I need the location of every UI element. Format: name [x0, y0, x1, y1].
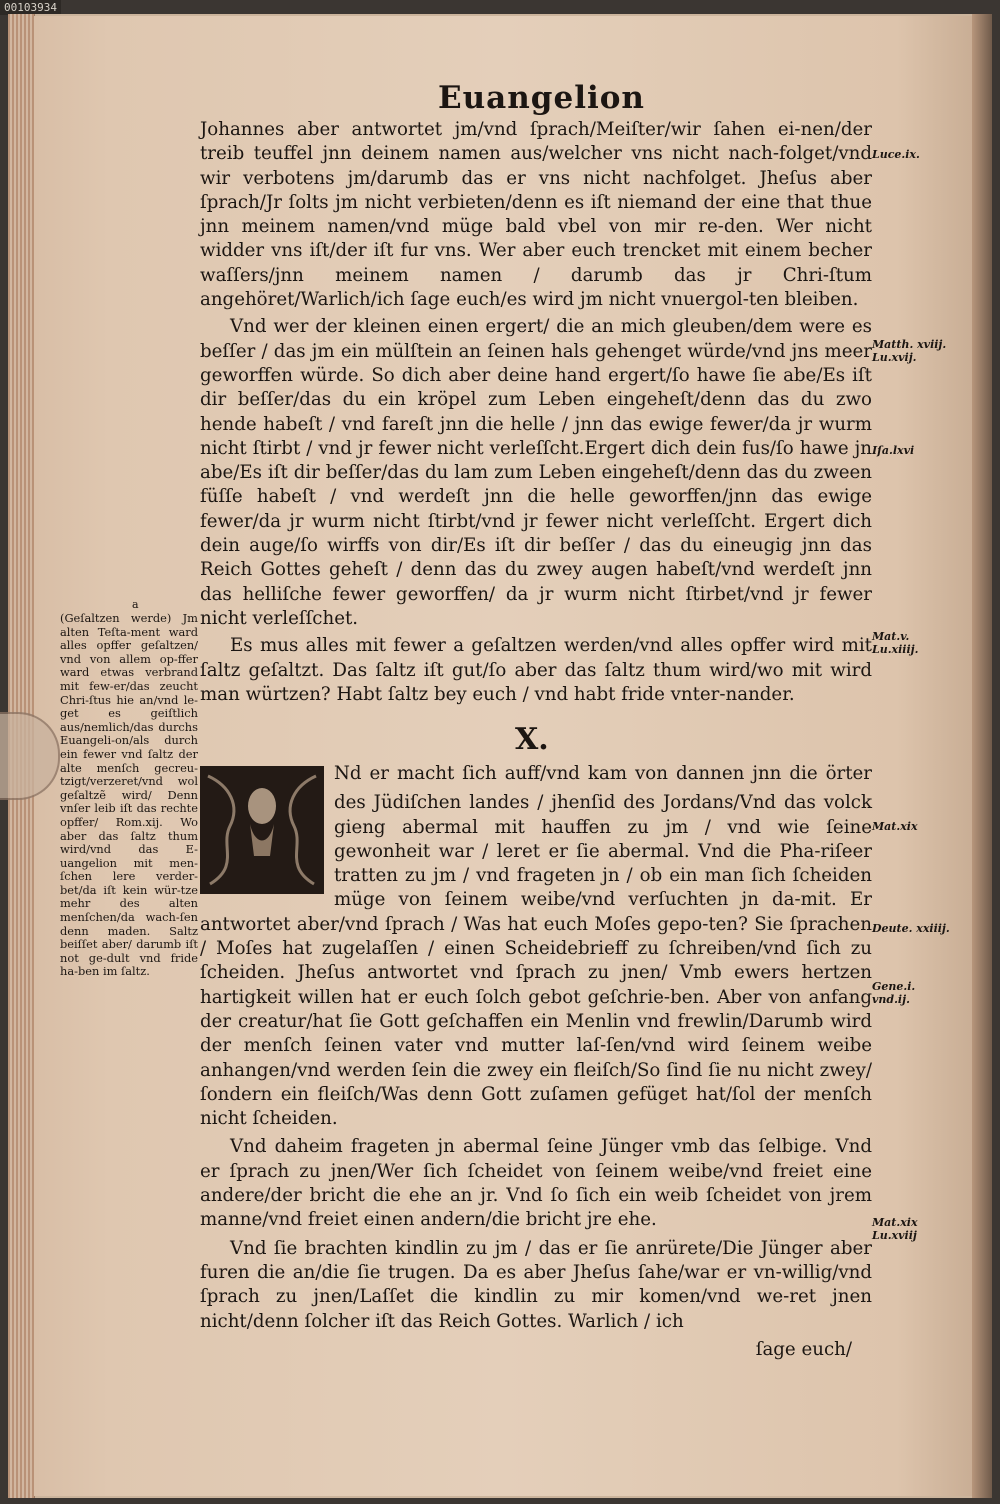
book-gutter	[972, 14, 992, 1498]
drop-cap-initial	[200, 766, 324, 894]
paragraph: Vnd ſie brachten kindlin zu jm / das er ſie anrürete/Die Jünger aber furen die an/die ſie trugen. Da es aber Jheſus ſahe/war er vn-willig/vnd ſprach zu jnen/Laſſet die kindlin zu mir komen/vnd we-ret jnen nicht/denn ſolcher iſt das Reich Gottes. Warlich / ich	[200, 1237, 872, 1332]
paragraph: Vnd daheim frageten jn abermal ſeine Jünger vmb das ſelbige. Vnd er ſprach zu jnen/Wer ſich ſcheidet von ſeinem weibe/vnd freiet eine andere/der bricht die ehe an jr. Vnd ſo ſich ein weib ſcheidet von jrem manne/vnd freiet einen andern/die bricht jre ehe.	[200, 1136, 872, 1231]
paragraph	[200, 762, 872, 1131]
chapter-heading: X.	[515, 722, 549, 757]
gloss-marker: a	[132, 598, 139, 611]
running-head: Euangelion	[438, 80, 645, 116]
paragraph: Es mus alles mit fewer a geſaltzen werden/vnd alles opffer wird mit ſaltz geſaltzt. Das ſaltz iſt gut/ſo aber das ſaltz thum wird/wo mit wird man würtzen? Habt ſaltz bey euch / vnd habt fride vnter-nander.	[200, 635, 872, 705]
side-reference: Mat.xix	[872, 820, 918, 833]
side-reference: Gene.i. vnd.ij.	[872, 980, 916, 1006]
paragraph: Vnd wer der kleinen einen ergert/ die an mich gleuben/dem were es beſſer / das jm ein mülſtein an ſeinen hals gehenget würde/vnd jns meer geworffen würde. So dich aber deine hand ergert/ſo hawe ſie abe/Es iſt dir beſſer/das du ein kröpel zum Leben eingeheſt/denn das du zwo hende habeſt / vnd fareſt jnn die helle / jnn das ewige fewer/da jr wurm nicht ſtirbt / vnd jr fewer nicht verleſſcht.Ergert dich dein fus/ſo hawe jn abe/Es iſt dir beſſer/das du lam zum Leben eingeheſt/denn das du zween füſſe habeſt / vnd werdeſt jnn die helle geworffen/jnn das ewige fewer/da jr wurm nicht ſtirbt/vnd jr fewer nicht verleſſcht. Ergert dich dein auge/ſo wirffs von dir/Es iſt dir beſſer / das du eineugig jnn das Reich Gottes geheſt / denn das du zwey augen habeſt/vnd werdeſt jnn das helliſche fewer geworffen/ da jr wurm nicht ſtirbet/vnd jr fewer nicht verleſſchet.	[200, 316, 872, 629]
side-reference: Mat.xix Lu.xviij	[872, 1216, 918, 1242]
paragraph: Johannes aber antwortet jm/vnd ſprach/Meiſter/wir ſahen ei-nen/der treib teuffel jnn deinem namen aus/welcher vns nicht nach-folget/vnd wir verbotens jm/darumb das er vns nicht nachfolget. Jheſus aber ſprach/Jr ſolts jm nicht verbieten/denn es iſt niemand der eine that thue jnn meinem namen/vnd müge bald vbel von mir re-den. Wer nicht widder vns iſt/der iſt fur vns. Wer aber euch trencket mit einem becher waſſers/jnn meinem namen / darumb das jr Chri-ſtum angehöret/Warlich/ich ſage euch/es wird jm nicht vnuergol-ten bleiben.	[200, 119, 872, 311]
side-reference: Luce.ix.	[872, 148, 920, 161]
scan-id-label: 00103934	[0, 0, 61, 15]
marginal-gloss: (Geſaltzen werde) Jm alten Teſta-ment ward alles opffer geſaltzen/ vnd von allem op-ffer ward etwas verbrand mit few-er/das zeucht Chri-ſtus hie an/vnd le-get es geiſtlich aus/nemlich/das durchs Euangeli-on/als durch ein fewer vnd ſaltz der alte menſch gecreu-tzigt/verzeret/vnd wol geſaltzẽ wird/ Denn vnſer leib iſt das rechte opffer/ Rom.xij. Wo aber das ſaltz thum wird/vnd das E-uangelion mit men-ſchen lere verder-bet/da iſt kein wür-tze mehr des alten menſchen/da wach-ſen denn maden. Saltz beiſſet aber/ darumb iſt not ge-dult vnd fride ha-ben im ſaltz.	[60, 611, 198, 979]
catchword: ſage euch/	[755, 1338, 852, 1360]
side-reference: Mat.v. Lu.xiiij.	[872, 630, 919, 656]
main-text-block	[200, 118, 872, 707]
side-reference: Matth. xviij. Lu.xvij.	[872, 338, 947, 364]
side-reference: Iſa.lxvi	[872, 444, 915, 457]
paragraph-text: Nd er macht ſich auff/vnd kam von dannen jnn die örter des Jüdiſchen landes / jhenſid des Jordans/Vnd das volck gieng abermal mit hauffen zu jm / vnd wie ſeine gewonheit war / leret er ſie abermal. Vnd die Pha-riſeer tratten zu jm / vnd frageten jn / ob ein man ſich ſcheiden müge von ſeinem weibe/vnd verſuchten jn da-mit. Er antwortet aber/vnd ſprach / Was hat euch Moſes gepo-ten? Sie ſprachen / Moſes hat zugelaſſen / einen Scheidebrieff zu ſchreiben/vnd ſich zu ſcheiden. Jheſus antwortet vnd ſprach zu jnen/ Vmb ewers hertzen hartigkeit willen hat er euch ſolch gebot geſchrie-ben. Aber von anfang der creatur/hat ſie Gott geſchaffen ein Menlin vnd frewlin/Darumb wird der menſch ſeinen vater vnd mutter laſ-ſen/vnd wird ſeinem weibe anhangen/vnd werden ſein die zwey ein fleiſch/So ſind ſie nu nicht zwey/ſondern ein fleiſch/Was denn Gott zuſamen gefüget hat/ſol der menſch nicht ſcheiden.	[200, 763, 872, 1130]
chapter-text-block	[200, 762, 872, 1362]
ornament-icon	[200, 766, 324, 894]
side-reference: Deute. xxiiij.	[872, 922, 950, 935]
